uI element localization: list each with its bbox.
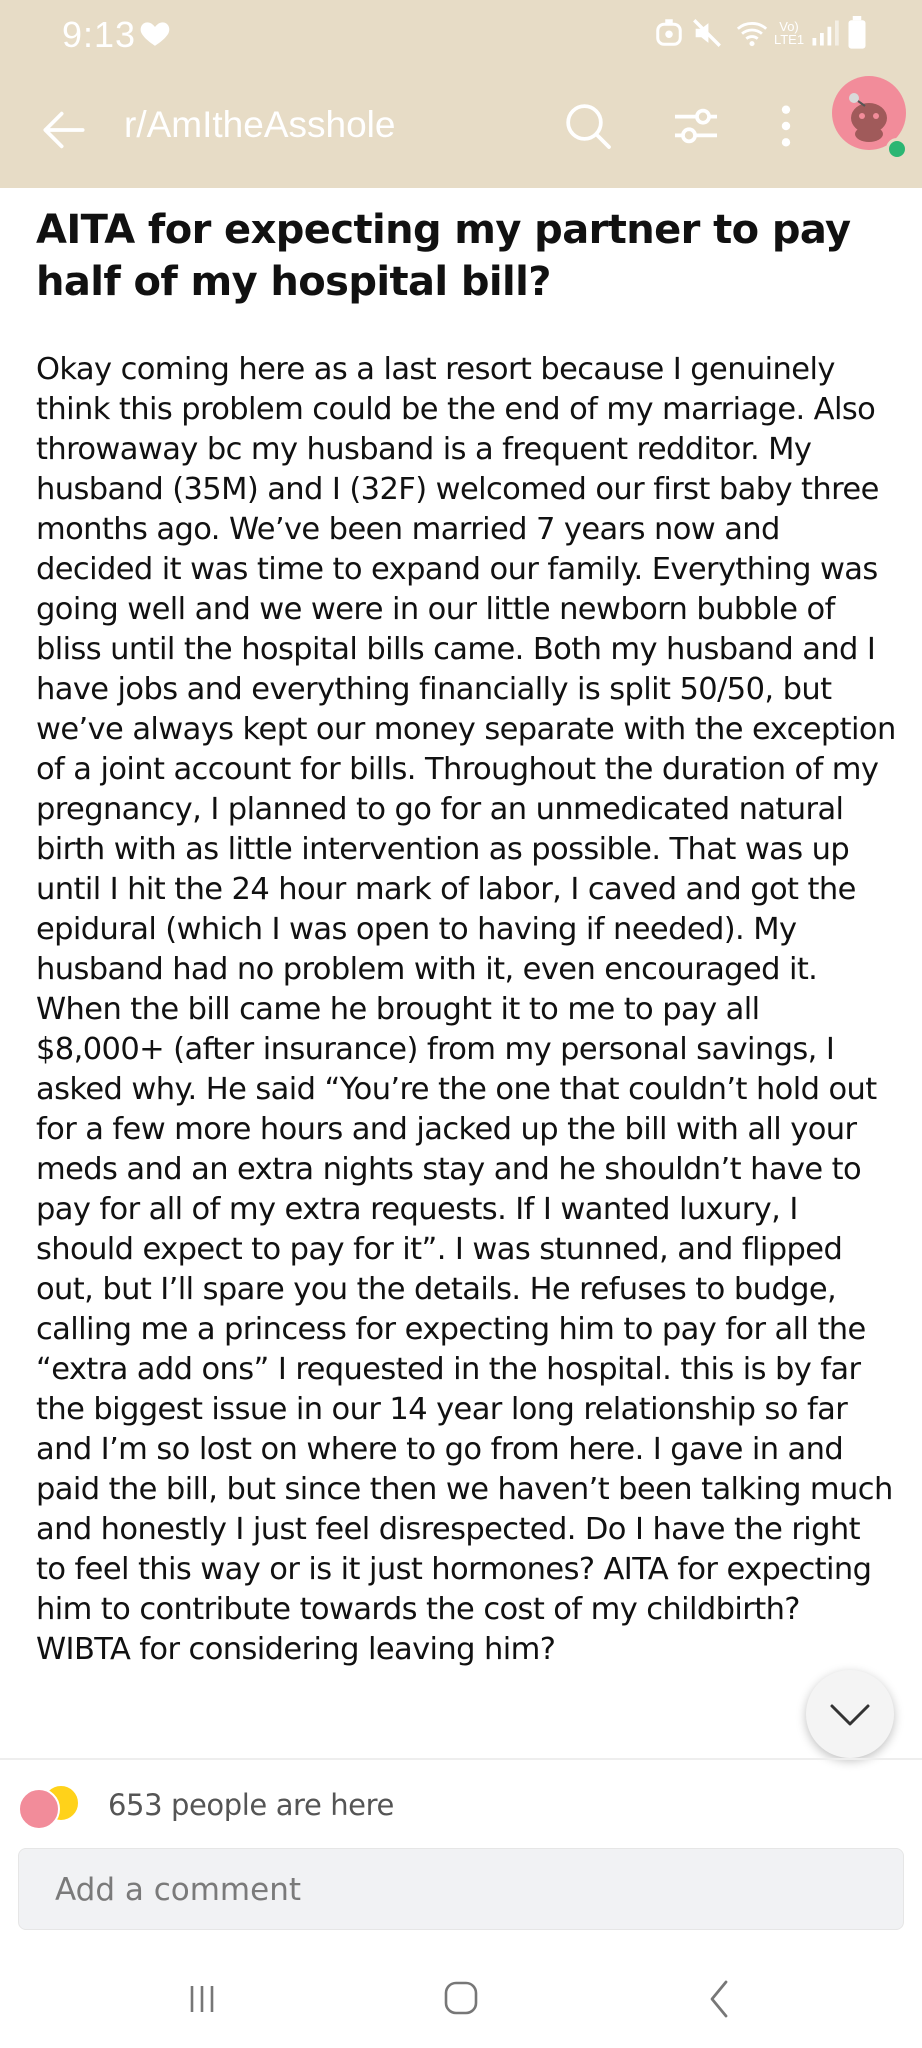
headset-icon — [654, 16, 684, 55]
home-icon[interactable] — [430, 1974, 490, 2024]
status-time: 9:13 — [62, 14, 137, 55]
battery-icon — [846, 16, 868, 55]
post-body: Okay coming here as a last resort because I genuinely think this problem could be the end of my marriage. Also throwaway bc my husband is a frequent redditor. My husband (35M) and I (32F) welcomed our first baby three months ago. We’ve been married 7 years now and decided it was time to expand our family. Everything was going well and we were in our little newborn bubble of bliss until the hospital bills came. Both my husband and I have jobs and everything financially is split 50/50, but we’ve always kept our money separate with the exception of a joint account for bills. Throughout the duration of my pregnancy, I planned to go for an unmedicated natural birth with as little intervention as possible. That was up until I hit the 24 hour mark of labor, I caved and got the epidural (which I was open to having if needed). My husband had no problem with it, even encouraged it. When the bill came he brought it to me to pay all $8,000+ (after insurance) from my personal savings, I asked why. He said “You’re the one that couldn’t hold out for a few more hours and jacked up the bill with all your meds and an extra nights stay and he shouldn’t have to pay for all of my extra requests. If I wanted luxury, I should expect to pay for it”. I was stunned, and flipped out, but I’ll spare you the details. He refuses to budge, calling me a princess for expecting him to pay for all the “extra add ons” I requested in the hospital. this is by far the biggest issue in our 14 year long relationship so far and I’m so lost on where to go from here. I gave in and paid the bill, but since then we haven’t been talking much and honestly I just feel disrespected. Do I have the right to feel this way or is it just hormones? AITA for expecting him to contribute towards the cost of my childbirth? WIBTA for considering leaving him? — [36, 352, 896, 1667]
top-bar — [0, 0, 922, 188]
filter-icon[interactable] — [668, 98, 724, 154]
signal-icon — [810, 16, 840, 55]
network-label: Vo) LTE1 — [773, 19, 805, 47]
search-icon[interactable] — [560, 98, 616, 154]
scroll-down-button[interactable] — [806, 1670, 894, 1758]
presence-indicator — [16, 1782, 616, 1830]
recents-icon[interactable] — [172, 1974, 232, 2024]
app-header — [0, 70, 922, 188]
back-icon[interactable] — [690, 1974, 750, 2024]
back-arrow-icon[interactable] — [36, 102, 92, 158]
subreddit-name[interactable]: r/AmItheAsshole — [124, 104, 396, 145]
system-nav-bar — [0, 1948, 922, 2048]
status-bar — [0, 0, 922, 70]
heart-icon — [138, 16, 172, 55]
wifi-icon — [734, 16, 770, 55]
comment-box[interactable] — [18, 1848, 904, 1930]
mute-icon — [690, 16, 724, 55]
presence-avatar — [18, 1788, 60, 1830]
online-status-dot — [886, 138, 908, 160]
more-icon[interactable] — [758, 98, 814, 154]
chevron-down-icon — [806, 1670, 894, 1758]
presence-count: 653 people are here — [108, 1788, 394, 1822]
divider — [0, 1758, 922, 1760]
post-title: AITA for expecting my partner to pay half of my hospital bill? — [36, 207, 851, 305]
comment-input[interactable] — [53, 1867, 857, 1913]
